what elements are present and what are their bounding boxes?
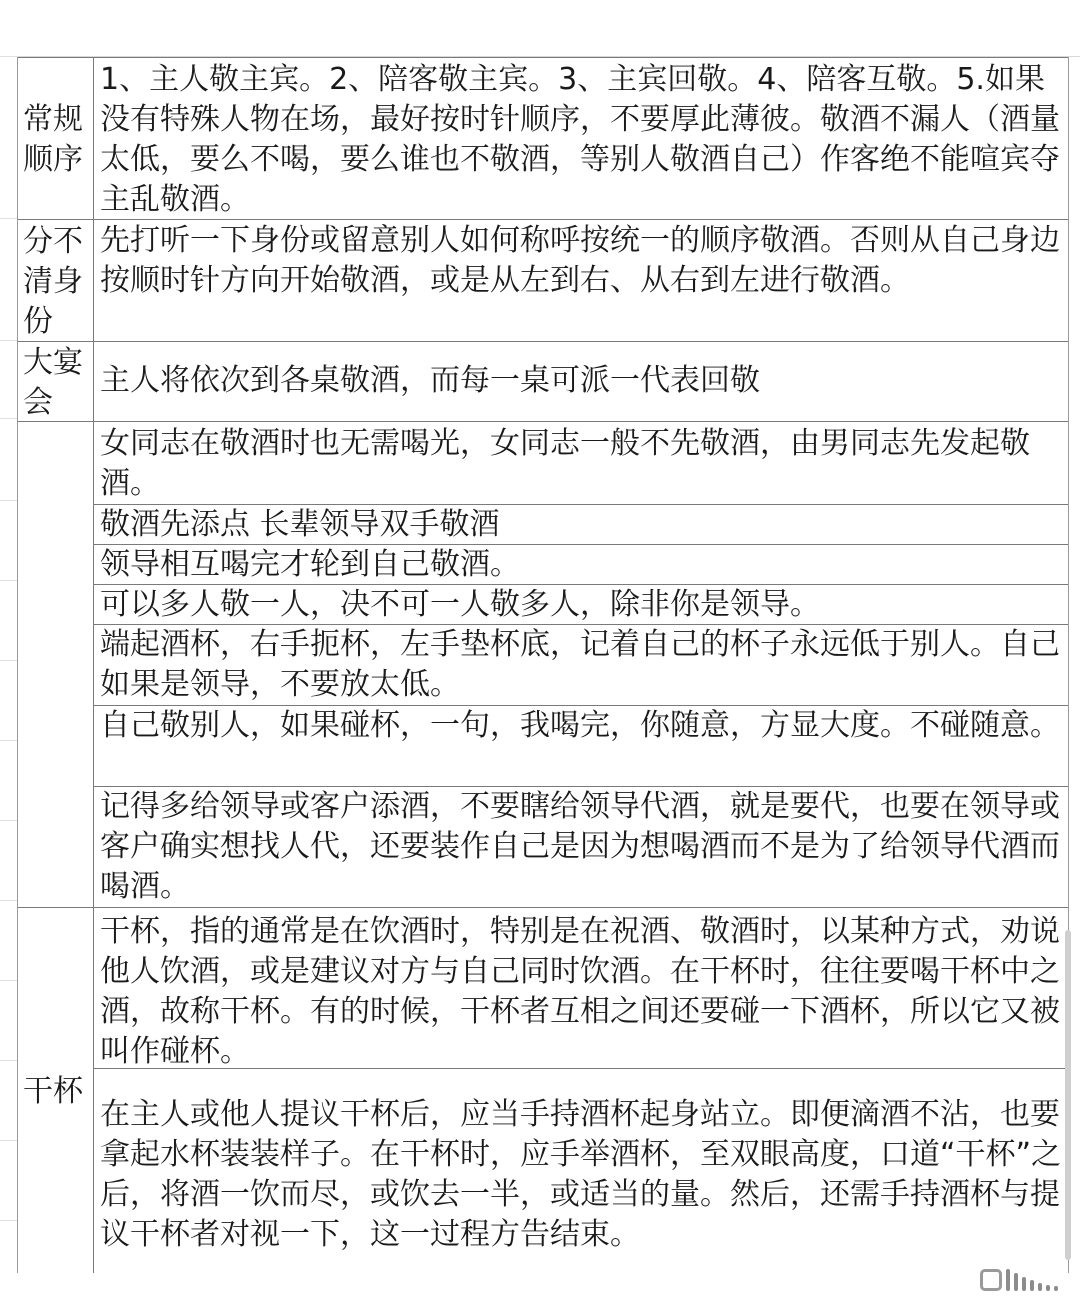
row-category (18, 422, 94, 907)
table-row (18, 908, 1068, 1273)
table-cell[interactable]: 记得多给领导或客户添酒，不要瞎给领导代酒，就是要代，也要在领导或客户确实想找人代，还要装作自己是因为想喝酒而不是为了给领导代酒而喝酒。 (94, 786, 1068, 907)
table-cell[interactable]: 干杯，指的通常是在饮酒时，特别是在祝酒、敬酒时，以某种方式，劝说他人饮酒，或是建议对方与自己同时饮酒。在干杯时，往往要喝干杯中之酒，故称干杯。有的时候，干杯者互相之间还要碰一下酒杯，所以它又被叫作碰杯。 (100, 914, 1060, 1069)
table-row (18, 57, 1068, 220)
row-content (94, 58, 1068, 219)
table-cell[interactable]: 敬酒先添点 长辈领导双手敬酒 (94, 504, 1068, 544)
row-category: 干杯 (18, 908, 94, 1273)
row-category: 大宴会 (18, 342, 94, 421)
table-cell[interactable]: 女同志在敬酒时也无需喝光，女同志一般不先敬酒，由男同志先发起敬酒。 (100, 426, 1030, 501)
table-cell[interactable]: 先打听一下身份或留意别人如何称呼按统一的顺序敬酒。否则从自己身边按顺时针方向开始敬酒，或是从左到右、从右到左进行敬酒。 (100, 223, 1060, 298)
row-content (94, 342, 1068, 421)
vertical-scrollbar[interactable] (1065, 930, 1071, 1260)
watermark-icon (980, 1267, 1058, 1291)
table-cell[interactable]: 1、主人敬主宾。2、陪客敬主宾。3、主宾回敬。4、陪客互敬。5.如果没有特殊人物在场，最好按时针顺序，不要厚此薄彼。敬酒不漏人（酒量太低，要么不喝，要么谁也不敬酒，等别人敬酒自己）作客绝不能喧宾夺主乱敬酒。 (100, 62, 1060, 217)
row-content (94, 422, 1068, 907)
row-content (94, 220, 1068, 341)
table-cell[interactable]: 领导相互喝完才轮到自己敬酒。 (94, 544, 1068, 584)
row-category: 分不清身份 (18, 220, 94, 341)
etiquette-table (17, 57, 1069, 1273)
table-cell[interactable]: 在主人或他人提议干杯后，应当手持酒杯起身站立。即便滴酒不沾，也要拿起水杯装装样子。在干杯时，应手举酒杯，至双眼高度，口道“干杯”之后，将酒一饮而尽，或饮去一半，或适当的量。然后，还需手持酒杯与提议干杯者对视一下，这一过程方告结束。 (94, 1068, 1068, 1273)
table-cell[interactable]: 可以多人敬一人，决不可一人敬多人，除非你是领导。 (94, 584, 1068, 624)
table-row (18, 220, 1068, 342)
table-row (18, 422, 1068, 908)
table-cell[interactable]: 主人将依次到各桌敬酒，而每一桌可派一代表回敬 (100, 363, 760, 398)
row-content (94, 908, 1068, 1273)
table-row (18, 342, 1068, 422)
table-cell[interactable]: 端起酒杯，右手扼杯，左手垫杯底，记着自己的杯子永远低于别人。自己如果是领导，不要放太低。 (94, 624, 1068, 705)
row-category: 常规顺序 (18, 58, 94, 219)
table-cell[interactable]: 自己敬别人，如果碰杯，一句，我喝完，你随意，方显大度。不碰随意。 (94, 705, 1068, 786)
